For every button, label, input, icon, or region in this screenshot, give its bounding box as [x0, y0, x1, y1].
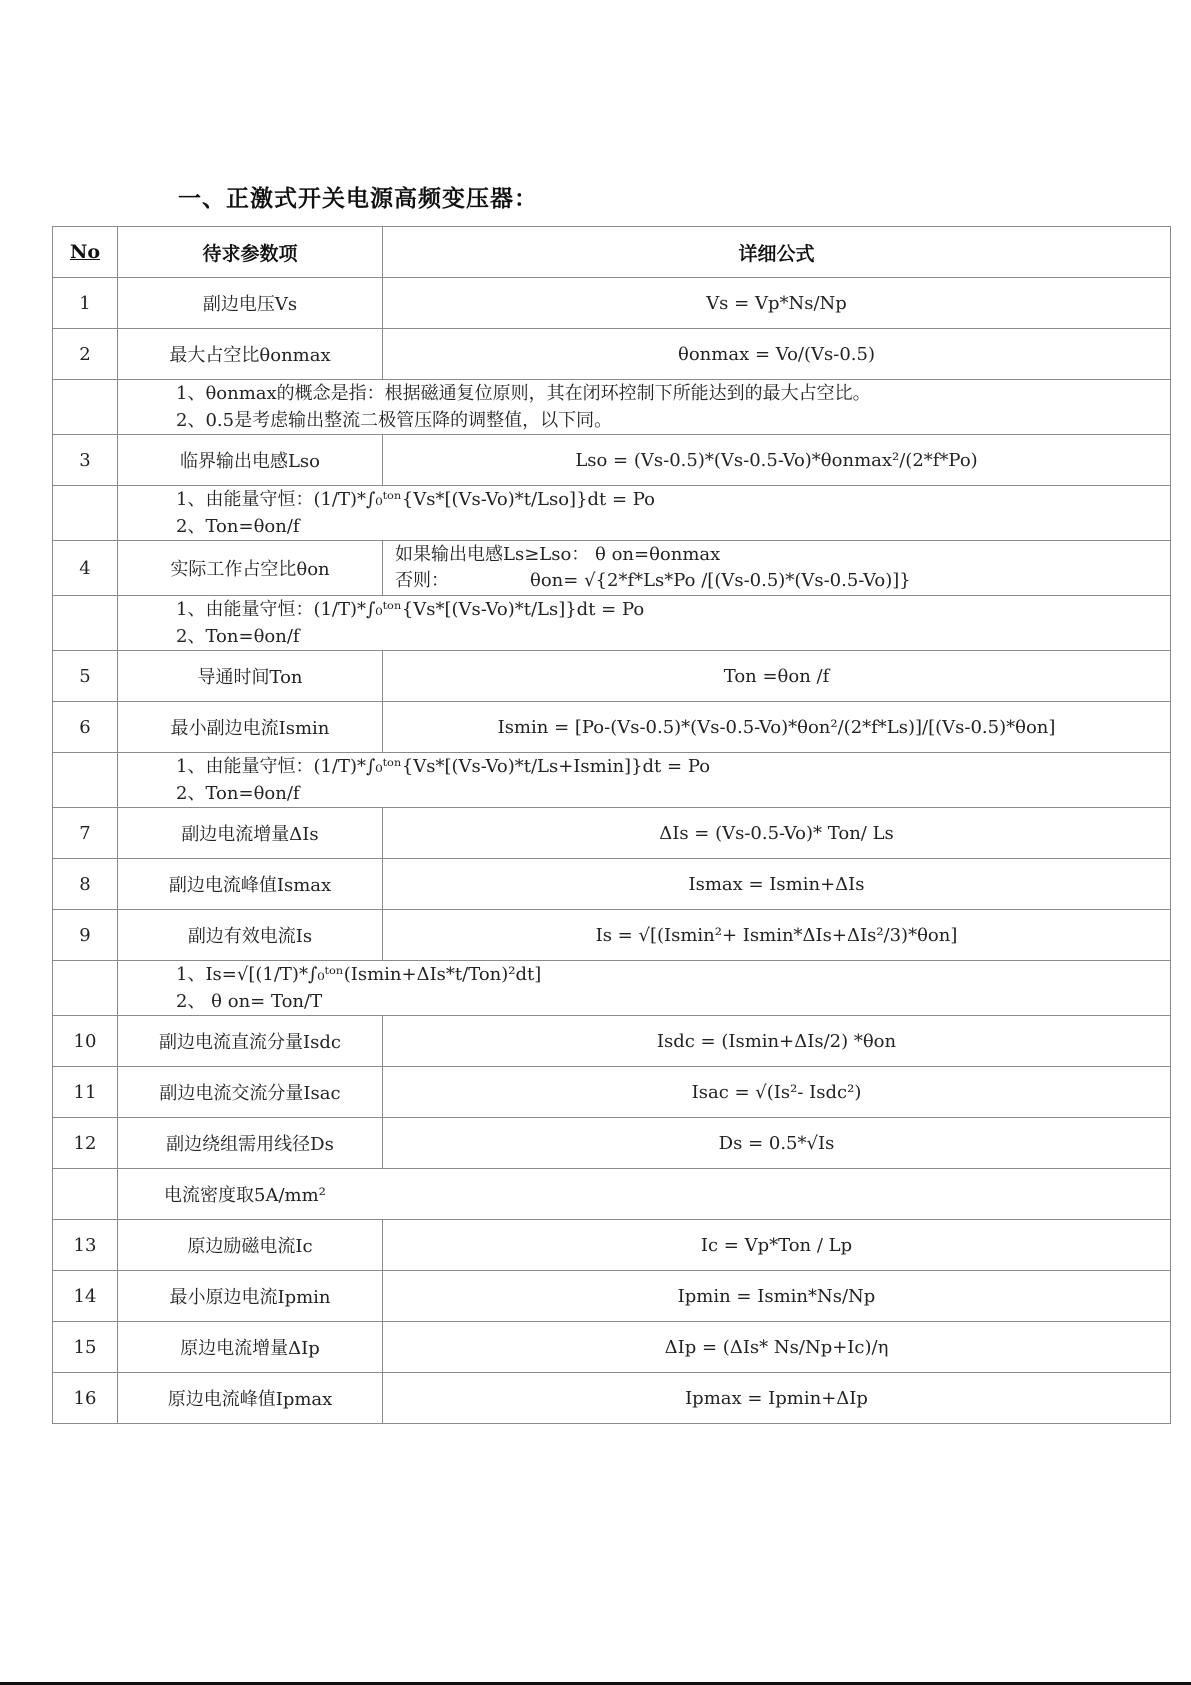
row-formula: Lso = (Vs-0.5)*(Vs-0.5-Vo)*θonmax²/(2*f*Po): [383, 435, 1171, 486]
row-param: 最小原边电流Ipmin: [118, 1271, 383, 1322]
table-row: [53, 1118, 1171, 1169]
table-row: [53, 1373, 1171, 1424]
row-number: 6: [53, 702, 118, 753]
row-number: 2: [53, 329, 118, 380]
density-note: 电流密度取5A/mm²: [118, 1169, 1171, 1220]
notes-row: [53, 961, 1171, 1016]
row-param: 副边有效电流Is: [118, 910, 383, 961]
row-number: 14: [53, 1271, 118, 1322]
row-formula: Ipmax = Ipmin+ΔIp: [383, 1373, 1171, 1424]
row-param: 最小副边电流Ismin: [118, 702, 383, 753]
note-line: 2、Ton=θon/f: [176, 626, 300, 647]
row-number: 16: [53, 1373, 118, 1424]
table-row: [53, 278, 1171, 329]
notes-row: [53, 596, 1171, 651]
row-param: 副边绕组需用线径Ds: [118, 1118, 383, 1169]
row-formula: Ton =θon /f: [383, 651, 1171, 702]
note-line: 2、Ton=θon/f: [176, 516, 300, 537]
row-param: 副边电流交流分量Isac: [118, 1067, 383, 1118]
page-title: 一、正激式开关电源高频变压器：: [178, 186, 538, 212]
row-formula: Ipmin = Ismin*Ns/Np: [383, 1271, 1171, 1322]
table-row: [53, 1220, 1171, 1271]
row-number: 5: [53, 651, 118, 702]
row-formula: ΔIs = (Vs-0.5-Vo)* Ton/ Ls: [383, 808, 1171, 859]
table-row: [53, 1016, 1171, 1067]
row-param: 原边电流增量ΔIp: [118, 1322, 383, 1373]
notes-cell: [118, 486, 1171, 541]
row-param: 原边励磁电流Ic: [118, 1220, 383, 1271]
note-line: 1、θonmax的概念是指：根据磁通复位原则，其在闭环控制下所能达到的最大占空比。: [176, 383, 871, 404]
row-formula: Vs = Vp*Ns/Np: [383, 278, 1171, 329]
table-row: [53, 435, 1171, 486]
row-number: 15: [53, 1322, 118, 1373]
table-row: [53, 859, 1171, 910]
notes-row: [53, 753, 1171, 808]
row-param: 最大占空比θonmax: [118, 329, 383, 380]
notes-empty-cell: [53, 961, 118, 1016]
row-param: 副边电压Vs: [118, 278, 383, 329]
notes-row: [53, 486, 1171, 541]
notes-empty-cell: [53, 596, 118, 651]
table-row: [53, 1322, 1171, 1373]
formula-otherwise-expr: θon= √{2*f*Ls*Po /[(Vs-0.5)*(Vs-0.5-Vo)]}: [530, 570, 911, 591]
row-formula: Ismax = Ismin+ΔIs: [383, 859, 1171, 910]
row-formula: Ismin = [Po-(Vs-0.5)*(Vs-0.5-Vo)*θon²/(2*f*Ls)]/[(Vs-0.5)*θon]: [383, 702, 1171, 753]
formula-otherwise-label: 否则：: [395, 570, 449, 591]
row-param: 副边电流增量ΔIs: [118, 808, 383, 859]
note-line: 1、由能量守恒：(1/T)*∫₀ᵗᵒⁿ{Vs*[(Vs-Vo)*t/Ls]}dt = Po: [176, 599, 645, 620]
table-row: [53, 702, 1171, 753]
row-number: 1: [53, 278, 118, 329]
row-param: 实际工作占空比θon: [118, 541, 383, 596]
table-row: [53, 329, 1171, 380]
note-line: 2、 θ on= Ton/T: [176, 991, 323, 1012]
table-row: [53, 808, 1171, 859]
formula-table: [52, 226, 1171, 1424]
row-number: 8: [53, 859, 118, 910]
density-empty-cell: [53, 1169, 118, 1220]
row-number: 3: [53, 435, 118, 486]
notes-cell: [118, 961, 1171, 1016]
row-number: 12: [53, 1118, 118, 1169]
row-formula: Ds = 0.5*√Is: [383, 1118, 1171, 1169]
formula-line-2: [395, 568, 1170, 594]
note-line: 1、由能量守恒：(1/T)*∫₀ᵗᵒⁿ{Vs*[(Vs-Vo)*t/Lso]}dt = Po: [176, 489, 656, 510]
header-no: No: [53, 227, 118, 278]
row-formula: Isdc = (Ismin+ΔIs/2) *θon: [383, 1016, 1171, 1067]
table-row: [53, 1067, 1171, 1118]
row-number: 13: [53, 1220, 118, 1271]
row-param: 副边电流峰值Ismax: [118, 859, 383, 910]
notes-empty-cell: [53, 486, 118, 541]
table-row: [53, 1271, 1171, 1322]
table-row: [53, 651, 1171, 702]
row-number: 4: [53, 541, 118, 596]
notes-cell: [118, 596, 1171, 651]
row-formula: Isac = √(Is²- Isdc²): [383, 1067, 1171, 1118]
table-header-row: [53, 227, 1171, 278]
row-number: 10: [53, 1016, 118, 1067]
row-number: 11: [53, 1067, 118, 1118]
row-param: 副边电流直流分量Isdc: [118, 1016, 383, 1067]
notes-cell: [118, 380, 1171, 435]
notes-empty-cell: [53, 753, 118, 808]
table-row: [53, 541, 1171, 596]
row-formula: ΔIp = (ΔIs* Ns/Np+Ic)/η: [383, 1322, 1171, 1373]
note-line: 2、Ton=θon/f: [176, 783, 300, 804]
row-number: 9: [53, 910, 118, 961]
note-line: 2、0.5是考虑输出整流二极管压降的调整值，以下同。: [176, 410, 613, 431]
notes-empty-cell: [53, 380, 118, 435]
formula-line-1: 如果输出电感Ls≥Lso： θ on=θonmax: [395, 544, 721, 565]
note-line: 1、Is=√[(1/T)*∫₀ᵗᵒⁿ(Ismin+ΔIs*t/Ton)²dt]: [176, 964, 542, 985]
header-param: 待求参数项: [118, 227, 383, 278]
row-formula: Ic = Vp*Ton / Lp: [383, 1220, 1171, 1271]
row-param: 导通时间Ton: [118, 651, 383, 702]
row-number: 7: [53, 808, 118, 859]
row-param: 临界输出电感Lso: [118, 435, 383, 486]
notes-cell: [118, 753, 1171, 808]
table-row: [53, 910, 1171, 961]
row-formula: [383, 541, 1171, 596]
row-formula: Is = √[(Ismin²+ Ismin*ΔIs+ΔIs²/3)*θon]: [383, 910, 1171, 961]
header-formula: 详细公式: [383, 227, 1171, 278]
notes-row: [53, 380, 1171, 435]
row-param: 原边电流峰值Ipmax: [118, 1373, 383, 1424]
note-line: 1、由能量守恒：(1/T)*∫₀ᵗᵒⁿ{Vs*[(Vs-Vo)*t/Ls+Ismin]}dt = Po: [176, 756, 711, 777]
row-formula: θonmax = Vo/(Vs-0.5): [383, 329, 1171, 380]
density-row: [53, 1169, 1171, 1220]
